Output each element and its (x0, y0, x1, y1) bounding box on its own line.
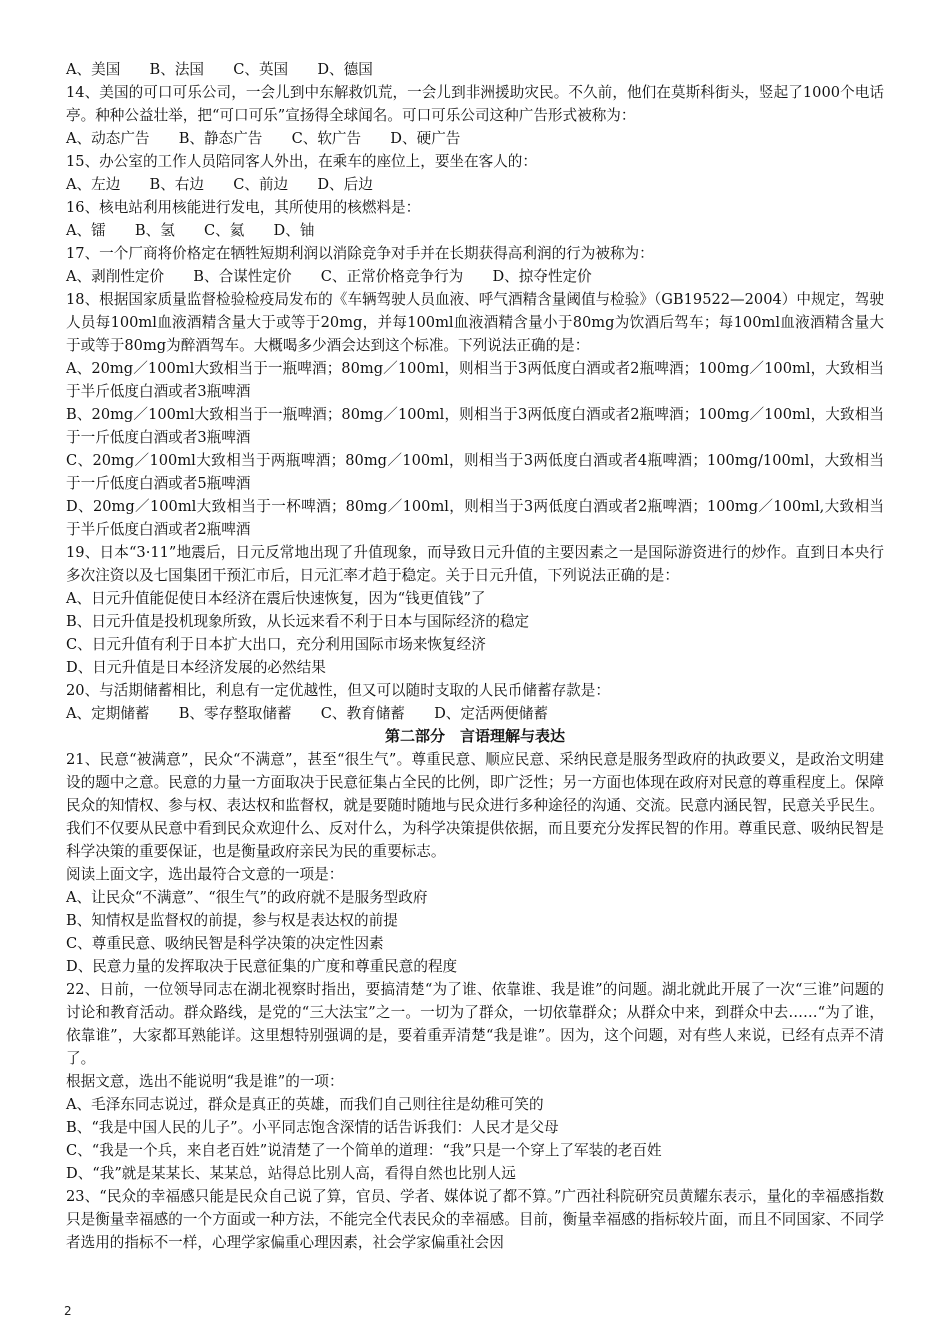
question-stem: 22、日前，一位领导同志在湖北视察时指出，要搞清楚“为了谁、依靠谁、我是谁”的问题。湖北就此开展了一次“三谁”问题的讨论和教育活动。群众路线，是党的“三大法宝”之一。一切为了群众，一切依靠群众；从群众中来，到群众中去……“为了谁，依靠谁”，大家都耳熟能详。这里想特别强调的是，要着重弄清楚“我是谁”。因为，这个问题，对有些人来说，已经有点弄不清了。 (66, 981, 884, 1067)
option-b: B、20mg／100ml大致相当于一瓶啤酒；80mg／100ml，则相当于3两低度白酒或者2瓶啤酒；100mg／100ml，大致相当于一斤低度白酒或者3瓶啤酒 (66, 406, 884, 446)
question-options: A、镭 B、氢 C、氦 D、铀 (66, 222, 315, 239)
option-a: A、毛泽东同志说过，群众是真正的英雄，而我们自己则往往是幼稚可笑的 (66, 1096, 544, 1113)
option-c: C、20mg／100ml大致相当于两瓶啤酒；80mg／100ml，则相当于3两低度白酒或者4瓶啤酒；100mg/100ml，大致相当于一斤低度白酒或者5瓶啤酒 (66, 452, 884, 492)
question-15 (66, 150, 884, 196)
q13-options: A、美国 B、法国 C、英国 D、德国 (66, 61, 373, 78)
section-title: 第二部分 言语理解与表达 (384, 727, 565, 745)
question-23 (66, 1185, 884, 1254)
question-21 (66, 748, 884, 978)
question-options: A、定期储蓄 B、零存整取储蓄 C、教育储蓄 D、定活两便储蓄 (66, 705, 548, 722)
option-b: B、日元升值是投机现象所致，从长远来看不利于日本与国际经济的稳定 (66, 613, 530, 630)
question-options: A、动态广告 B、静态广告 C、软广告 D、硬广告 (66, 130, 461, 147)
question-16 (66, 196, 884, 242)
question-stem: 18、根据国家质量监督检验检疫局发布的《车辆驾驶人员血液、呼气酒精含量阈值与检验》（GB19522—2004）中规定，驾驶人员每100ml血液酒精含量大于或等于20mg，并每100ml血液酒精含量小于80mg为饮酒后驾车；每100ml血液酒精含量大于或等于80mg为醉酒驾车。大概喝多少酒会达到这个标准。下列说法正确的是： (66, 291, 884, 354)
question-stem: 21、民意“被满意”，民众“不满意”，甚至“很生气”。尊重民意、顺应民意、采纳民意是服务型政府的执政要义，是政治文明建设的题中之意。民意的力量一方面取决于民意征集占全民的比例，即广泛性；另一方面也体现在政府对民意的尊重程度上。保障民众的知情权、参与权、表达权和监督权，就是要随时随地与民众进行多种途径的沟通、交流。民意内涵民智，民意关乎民生。我们不仅要从民意中看到民众欢迎什么、反对什么，为科学决策提供依据，而且要充分发挥民智的作用。尊重民意、吸纳民智是科学决策的重要保证，也是衡量政府亲民为民的重要标志。 (66, 751, 884, 860)
question-14 (66, 81, 884, 150)
option-d: D、“我”就是某某长、某某总，站得总比别人高，看得自然也比别人远 (66, 1165, 516, 1182)
option-b: B、“我是中国人民的儿子”。小平同志饱含深情的话告诉我们：人民才是父母 (66, 1119, 559, 1136)
question-20 (66, 679, 884, 725)
question-19 (66, 541, 884, 679)
question-stem: 20、与活期储蓄相比，利息有一定优越性，但又可以随时支取的人民币储蓄存款是： (66, 682, 610, 699)
option-a: A、20mg／100ml大致相当于一瓶啤酒；80mg／100ml，则相当于3两低度白酒或者2瓶啤酒；100mg／100ml，大致相当于半斤低度白酒或者3瓶啤酒 (66, 360, 884, 400)
option-c: C、日元升值有利于日本扩大出口，充分利用国际市场来恢复经济 (66, 636, 486, 653)
option-c: C、“我是一个兵，来自老百姓”说清楚了一个简单的道理：“我”只是一个穿上了军装的老百姓 (66, 1142, 662, 1159)
question-prompt: 阅读上面文字，选出最符合文意的一项是： (66, 866, 344, 883)
option-c: C、尊重民意、吸纳民智是科学决策的决定性因素 (66, 935, 384, 952)
option-d: D、民意力量的发挥取决于民意征集的广度和尊重民意的程度 (66, 958, 458, 975)
question-stem: 23、“民众的幸福感只能是民众自己说了算，官员、学者、媒体说了都不算。”广西社科院研究员黄耀东表示，量化的幸福感指数只是衡量幸福感的一个方面或一种方法，不能完全代表民众的幸福感。目前，衡量幸福感的指标较片面，而且不同国家、不同学者选用的指标不一样，心理学家偏重心理因素，社会学家偏重社会因 (66, 1188, 884, 1251)
question-22 (66, 978, 884, 1185)
question-options: A、剥削性定价 B、合谋性定价 C、正常价格竞争行为 D、掠夺性定价 (66, 268, 592, 285)
question-stem: 15、办公室的工作人员陪同客人外出，在乘车的座位上，要坐在客人的： (66, 153, 537, 170)
question-stem: 17、一个厂商将价格定在牺牲短期利润以消除竞争对手并在长期获得高利润的行为被称为： (66, 245, 654, 262)
question-18 (66, 288, 884, 541)
option-d: D、20mg／100ml大致相当于一杯啤酒；80mg／100ml，则相当于3两低度白酒或者2瓶啤酒；100mg／100ml,大致相当于半斤低度白酒或者2瓶啤酒 (66, 498, 884, 538)
document-page (66, 58, 884, 1254)
option-d: D、日元升值是日本经济发展的必然结果 (66, 659, 326, 676)
option-b: B、知情权是监督权的前提，参与权是表达权的前提 (66, 912, 398, 929)
question-options: A、左边 B、右边 C、前边 D、后边 (66, 176, 373, 193)
question-stem: 19、日本“3·11”地震后，日元反常地出现了升值现象，而导致日元升值的主要因素之一是国际游资进行的炒作。直到日本央行多次注资以及七国集团干预汇市后，日元汇率才趋于稳定。关于日元升值，下列说法正确的是： (66, 544, 884, 584)
question-stem: 14、美国的可口可乐公司，一会儿到中东解救饥荒，一会儿到非洲援助灾民。不久前，他们在莫斯科街头，竖起了1000个电话亭。种种公益壮举，把“可口可乐”宣扬得全球闻名。可口可乐公司这种广告形式被称为： (66, 84, 884, 124)
question-stem: 16、核电站利用核能进行发电，其所使用的核燃料是： (66, 199, 421, 216)
question-prompt: 根据文意，选出不能说明“我是谁”的一项： (66, 1073, 344, 1090)
option-a: A、让民众“不满意”、“很生气”的政府就不是服务型政府 (66, 889, 428, 906)
option-a: A、日元升值能促使日本经济在震后快速恢复，因为“钱更值钱”了 (66, 590, 486, 607)
page-number: 2 (64, 1304, 72, 1318)
question-17 (66, 242, 884, 288)
